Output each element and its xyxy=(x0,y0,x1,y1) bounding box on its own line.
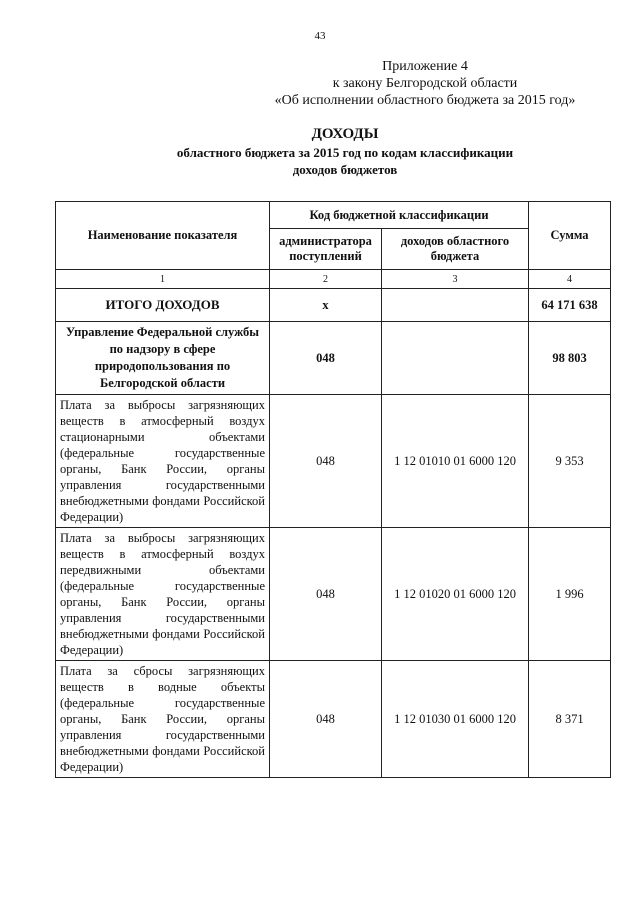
appendix-header xyxy=(260,58,590,109)
total-row xyxy=(56,289,611,322)
column-number: 3 xyxy=(382,270,529,289)
page-number: 43 xyxy=(314,30,326,42)
total-income-code xyxy=(382,289,529,322)
row-name: Плата за выбросы загрязняющих веществ в атмосферный воздух стационарными объектами (федеральные государственные органы, Банк России, органы управления государственными внебюджетными фондами Российской Федерации) xyxy=(56,395,270,528)
column-number-row xyxy=(56,270,611,289)
administrator-sum: 98 803 xyxy=(529,322,611,395)
row-admin-code: 048 xyxy=(270,528,382,661)
appendix-line: «Об исполнении областного бюджета за 2015 год» xyxy=(274,93,576,108)
total-name: ИТОГО ДОХОДОВ xyxy=(56,289,270,322)
appendix-line: к закону Белгородской области xyxy=(332,76,518,91)
appendix-line: Приложение 4 xyxy=(382,59,468,74)
header-name: Наименование показателя xyxy=(56,202,270,270)
row-sum: 1 996 xyxy=(529,528,611,661)
row-sum: 8 371 xyxy=(529,661,611,778)
administrator-income-code xyxy=(382,322,529,395)
column-number: 1 xyxy=(56,270,270,289)
header-admin: администратора поступлений xyxy=(270,229,382,270)
title-main: ДОХОДЫ xyxy=(311,126,379,142)
table-row xyxy=(56,395,611,528)
header-income: доходов областного бюджета xyxy=(382,229,529,270)
administrator-code: 048 xyxy=(270,322,382,395)
document-title xyxy=(0,125,640,178)
row-income-code: 1 12 01010 01 6000 120 xyxy=(382,395,529,528)
column-number: 4 xyxy=(529,270,611,289)
column-number: 2 xyxy=(270,270,382,289)
row-admin-code: 048 xyxy=(270,661,382,778)
row-name: Плата за выбросы загрязняющих веществ в атмосферный воздух передвижными объектами (федеральные государственные органы, Банк России, органы управления государственными внебюджетными фондами Российской Федерации) xyxy=(56,528,270,661)
row-admin-code: 048 xyxy=(270,395,382,528)
administrator-name: Управление Федеральной службы по надзору в сфере природопользования по Белгородской области xyxy=(56,322,270,395)
title-line: доходов бюджетов xyxy=(292,162,398,177)
row-income-code: 1 12 01030 01 6000 120 xyxy=(382,661,529,778)
row-income-code: 1 12 01020 01 6000 120 xyxy=(382,528,529,661)
header-sum: Сумма xyxy=(529,202,611,270)
row-sum: 9 353 xyxy=(529,395,611,528)
header-code-group: Код бюджетной классификации xyxy=(270,202,529,229)
total-admin: x xyxy=(270,289,382,322)
table-row xyxy=(56,528,611,661)
total-sum: 64 171 638 xyxy=(529,289,611,322)
title-line: областного бюджета за 2015 год по кодам классификации xyxy=(176,145,514,160)
table-row xyxy=(56,661,611,778)
row-name: Плата за сбросы загрязняющих веществ в водные объекты (федеральные государственные органы, Банк России, органы управления государственными внебюджетными фондами Российской Федерации) xyxy=(56,661,270,778)
income-table xyxy=(55,201,611,778)
administrator-row xyxy=(56,322,611,395)
